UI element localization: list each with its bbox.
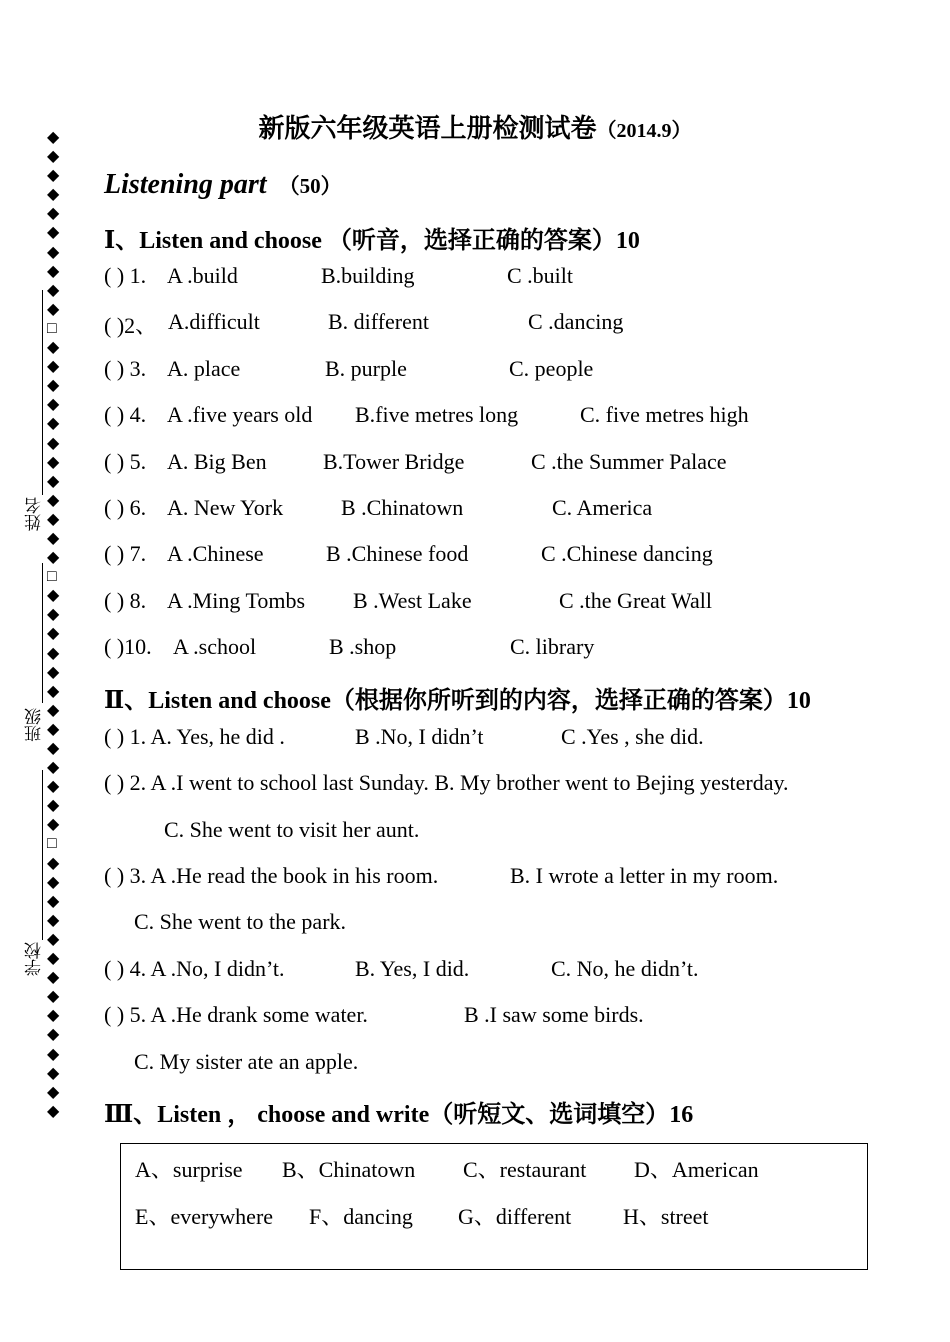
diamond-icon: ◆ bbox=[47, 339, 60, 357]
diamond-icon: ◆ bbox=[47, 549, 60, 567]
word-option: B、Chinatown bbox=[282, 1157, 416, 1182]
page-title bbox=[0, 108, 950, 145]
diamond-icon: ◆ bbox=[47, 663, 60, 681]
binding-box-icon: □ bbox=[47, 568, 57, 586]
option-c: C .dancing bbox=[528, 309, 624, 334]
binding-line-class bbox=[42, 563, 43, 703]
option-b: B.Tower Bridge bbox=[323, 449, 465, 474]
diamond-icon: ◆ bbox=[47, 243, 60, 261]
word-option: G、different bbox=[458, 1204, 572, 1229]
question-number: ( ) 1. bbox=[104, 263, 147, 288]
diamond-icon: ◆ bbox=[47, 854, 60, 872]
option-c: C .the Summer Palace bbox=[531, 449, 727, 474]
binding-margin-diamonds bbox=[47, 128, 65, 1121]
option-c: C .built bbox=[507, 263, 574, 288]
option-b: B .Chinese food bbox=[326, 541, 469, 566]
diamond-icon: ◆ bbox=[47, 1007, 60, 1025]
listening-score: （50） bbox=[278, 174, 342, 198]
option-b: B .Chinatown bbox=[341, 495, 464, 520]
diamond-icon: ◆ bbox=[47, 587, 60, 605]
diamond-icon: ◆ bbox=[47, 873, 60, 891]
word-option: F、dancing bbox=[309, 1204, 413, 1229]
option-c: C. five metres high bbox=[580, 402, 749, 427]
diamond-icon: ◆ bbox=[47, 797, 60, 815]
diamond-icon: ◆ bbox=[47, 988, 60, 1006]
diamond-icon: ◆ bbox=[47, 930, 60, 948]
diamond-icon: ◆ bbox=[47, 1083, 60, 1101]
option-a: A.difficult bbox=[168, 309, 260, 334]
diamond-icon: ◆ bbox=[47, 415, 60, 433]
option-b: B. different bbox=[328, 309, 430, 334]
question-number: ( ) 8. bbox=[104, 588, 147, 613]
s2-q4-a: ( ) 4. A .No, I didn’t. bbox=[104, 956, 285, 981]
diamond-icon: ◆ bbox=[47, 472, 60, 490]
binding-line-name bbox=[42, 290, 43, 495]
diamond-icon: ◆ bbox=[47, 205, 60, 223]
question-number: ( ) 3. bbox=[104, 356, 147, 381]
diamond-icon: ◆ bbox=[47, 644, 60, 662]
diamond-icon: ◆ bbox=[47, 1026, 60, 1044]
word-option: E、everywhere bbox=[135, 1204, 274, 1229]
title-year: （2014.9） bbox=[596, 120, 692, 142]
diamond-icon: ◆ bbox=[47, 129, 60, 146]
diamond-icon: ◆ bbox=[47, 816, 60, 834]
diamond-icon: ◆ bbox=[47, 434, 60, 452]
question-number: ( )10. bbox=[104, 634, 152, 659]
diamond-icon: ◆ bbox=[47, 510, 60, 528]
diamond-icon: ◆ bbox=[47, 300, 60, 318]
s2-q5-a: ( ) 5. A .He drank some water. bbox=[104, 1002, 368, 1027]
s2-q1-a: ( ) 1. A. Yes, he did . bbox=[104, 724, 285, 749]
binding-box-icon: □ bbox=[47, 319, 57, 337]
diamond-icon: ◆ bbox=[47, 759, 60, 777]
diamond-icon: ◆ bbox=[47, 950, 60, 968]
diamond-icon: ◆ bbox=[47, 969, 60, 987]
question-number: ( ) 7. bbox=[104, 541, 147, 566]
s2-q3-c: C. She went to the park. bbox=[134, 909, 347, 934]
s2-q4-c: C. No, he didn’t. bbox=[551, 956, 699, 981]
option-b: B.building bbox=[321, 263, 415, 288]
title-main: 新版六年级英语上册检测试卷 bbox=[258, 114, 597, 143]
name-label: 姓名 bbox=[25, 497, 44, 531]
diamond-icon: ◆ bbox=[47, 148, 60, 166]
option-a: A. Big Ben bbox=[167, 449, 267, 474]
listening-heading bbox=[104, 169, 342, 201]
question-number: ( ) 5. bbox=[104, 449, 147, 474]
option-b: B .West Lake bbox=[353, 588, 472, 613]
diamond-icon: ◆ bbox=[47, 1102, 60, 1120]
diamond-icon: ◆ bbox=[47, 682, 60, 700]
option-a: A .school bbox=[173, 634, 257, 659]
class-label: 班级 bbox=[25, 708, 44, 742]
diamond-icon: ◆ bbox=[47, 453, 60, 471]
s2-q5-c: C. My sister ate an apple. bbox=[134, 1049, 359, 1074]
listening-title: Listening part bbox=[104, 169, 267, 200]
diamond-icon: ◆ bbox=[47, 358, 60, 376]
option-c: C. library bbox=[510, 634, 595, 659]
word-option: D、American bbox=[634, 1157, 759, 1182]
section2-heading: Ⅱ、Listen and choose（根据你所听到的内容，选择正确的答案）10 bbox=[104, 688, 811, 714]
question-number: ( )2、 bbox=[104, 313, 158, 338]
diamond-icon: ◆ bbox=[47, 778, 60, 796]
diamond-icon: ◆ bbox=[47, 911, 60, 929]
diamond-icon: ◆ bbox=[47, 892, 60, 910]
diamond-icon: ◆ bbox=[47, 625, 60, 643]
diamond-icon: ◆ bbox=[47, 701, 60, 719]
diamond-icon: ◆ bbox=[47, 1045, 60, 1063]
question-number: ( ) 6. bbox=[104, 495, 147, 520]
option-a: A. place bbox=[167, 356, 241, 381]
binding-line-school bbox=[42, 770, 43, 940]
option-a: A .build bbox=[167, 263, 238, 288]
s2-q1-b: B .No, I didn’t bbox=[355, 724, 484, 749]
option-b: B .shop bbox=[329, 634, 397, 659]
diamond-icon: ◆ bbox=[47, 491, 60, 509]
s2-q1-c: C .Yes , she did. bbox=[561, 724, 704, 749]
option-c: C. America bbox=[552, 495, 653, 520]
option-c: C .Chinese dancing bbox=[541, 541, 713, 566]
option-a: A .Ming Tombs bbox=[167, 588, 306, 613]
diamond-icon: ◆ bbox=[47, 224, 60, 242]
diamond-icon: ◆ bbox=[47, 720, 60, 738]
diamond-icon: ◆ bbox=[47, 396, 60, 414]
s2-q3-b: B. I wrote a letter in my room. bbox=[510, 863, 779, 888]
option-a: A .Chinese bbox=[167, 541, 264, 566]
school-label: 学校 bbox=[25, 942, 44, 976]
diamond-icon: ◆ bbox=[47, 281, 60, 299]
option-b: B.five metres long bbox=[355, 402, 519, 427]
diamond-icon: ◆ bbox=[47, 529, 60, 547]
option-a: A .five years old bbox=[167, 402, 313, 427]
section1-heading: Ⅰ、Listen and choose （听音，选择正确的答案）10 bbox=[104, 228, 640, 254]
diamond-icon: ◆ bbox=[47, 186, 60, 204]
word-option: A、surprise bbox=[135, 1157, 243, 1182]
question-number: ( ) 4. bbox=[104, 402, 147, 427]
s2-q4-b: B. Yes, I did. bbox=[355, 956, 470, 981]
s2-q2-ab: ( ) 2. A .I went to school last Sunday. B. My brother went to Bejing yesterday. bbox=[104, 770, 789, 795]
word-bank-box bbox=[120, 1143, 868, 1270]
word-option: H、street bbox=[623, 1204, 709, 1229]
option-a: A. New York bbox=[167, 495, 284, 520]
diamond-icon: ◆ bbox=[47, 1064, 60, 1082]
option-c: C .the Great Wall bbox=[559, 588, 713, 613]
word-option: C、restaurant bbox=[463, 1157, 587, 1182]
binding-box-icon: □ bbox=[47, 835, 57, 853]
diamond-icon: ◆ bbox=[47, 167, 60, 185]
option-c: C. people bbox=[509, 356, 594, 381]
section3-heading: Ⅲ、Listen ， choose and write（听短文、选词填空）16 bbox=[104, 1102, 694, 1128]
s2-q3-a: ( ) 3. A .He read the book in his room. bbox=[104, 863, 439, 888]
diamond-icon: ◆ bbox=[47, 262, 60, 280]
diamond-icon: ◆ bbox=[47, 606, 60, 624]
option-b: B. purple bbox=[325, 356, 407, 381]
s2-q2-c: C. She went to visit her aunt. bbox=[164, 817, 420, 842]
diamond-icon: ◆ bbox=[47, 377, 60, 395]
diamond-icon: ◆ bbox=[47, 740, 60, 757]
s2-q5-b: B .I saw some birds. bbox=[464, 1002, 644, 1027]
